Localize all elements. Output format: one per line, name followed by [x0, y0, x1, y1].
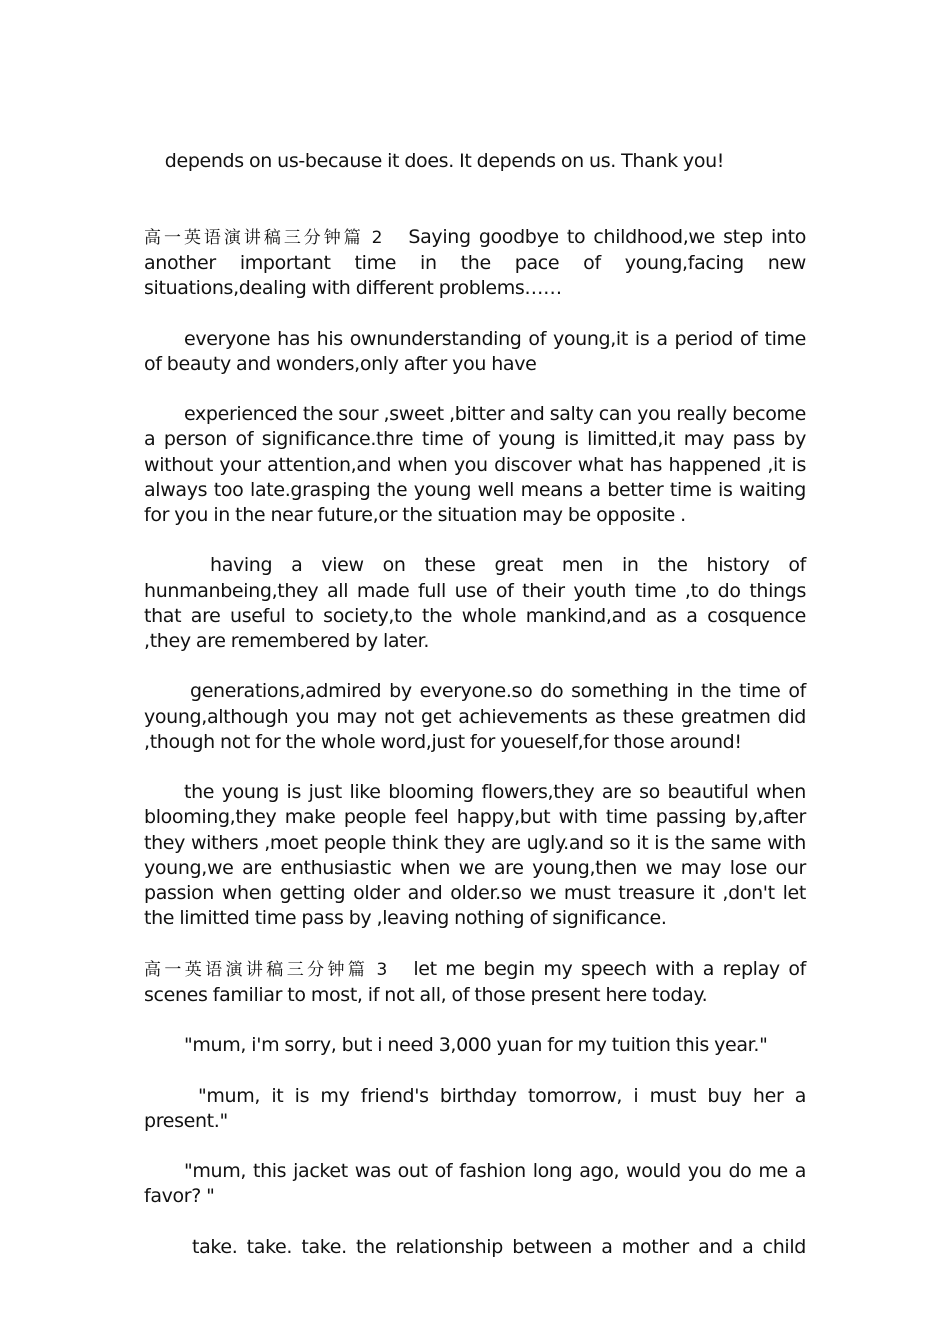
paragraph-text: generations,admired by everyone.so do something in the time of young,although you may not get achievements as these greatmen did ,though not for the whole word,just for youeself,for those around! — [144, 680, 812, 753]
paragraph-text: take. take. take. the relationship between a mother and a child — [192, 1235, 806, 1258]
paragraph-text: everyone has his ownunderstanding of young,it is a period of time of beauty and wonders,only after you have — [144, 327, 812, 375]
paragraph-text: having a view on these great men in the history of hunmanbeing,they all made full use of their youth time ,to do things that are useful to society,to the whole mankind,and as a cosquence ,they are remembered by later. — [144, 554, 812, 652]
document-page — [144, 124, 812, 1285]
paragraph — [144, 1084, 812, 1134]
paragraph — [144, 327, 812, 377]
paragraph — [144, 780, 812, 931]
section-paragraph — [144, 957, 812, 1008]
paragraph — [144, 1033, 806, 1058]
paragraph-text: Saying goodbye to childhood,we step into another important time in the pace of young,facing new situations,dealing with different problems…… — [144, 225, 812, 300]
paragraph-text: the young is just like blooming flowers,they are so beautiful when blooming,they make people feel happy,but with time passing by,after they withers ,moet people think they are ugly.and so it is the same with young,we are enthusiastic when we are young,then we may lose our passion when getting older and older.so we must treasure it ,don't let the limitted time pass by ,leaving nothing of significance. — [144, 781, 812, 930]
paragraph — [144, 553, 812, 654]
section-paragraph — [144, 225, 812, 302]
paragraph-text: let me begin my speech with a replay of scenes familiar to most, if not all, of those present here today. — [144, 957, 812, 1006]
paragraph — [144, 124, 806, 200]
paragraph — [144, 679, 812, 755]
paragraph — [144, 1235, 806, 1260]
paragraph-text: "mum, it is my friend's birthday tomorrow, i must buy her a present." — [144, 1084, 812, 1132]
paragraph — [144, 1159, 812, 1209]
paragraph-text: experienced the sour ,sweet ,bitter and salty can you really become a person of significance.thre time of young is limitted,it may pass by without your attention,and when you discover what has happened ,it is always too late.grasping the young well means a better time is waiting for you in the near future,or the situation may be opposite . — [144, 403, 812, 526]
paragraph-text: "mum, i'm sorry, but i need 3,000 yuan for my tuition this year." — [184, 1034, 768, 1057]
section-heading: 高一英语演讲稿三分钟篇 3 — [144, 959, 388, 980]
section-heading: 高一英语演讲稿三分钟篇 2 — [144, 227, 383, 248]
paragraph-text: depends on us-because it does. It depends on us. Thank you! — [164, 150, 725, 173]
paragraph-text: "mum, this jacket was out of fashion long ago, would you do me a favor? " — [144, 1160, 812, 1208]
paragraph — [144, 402, 812, 528]
